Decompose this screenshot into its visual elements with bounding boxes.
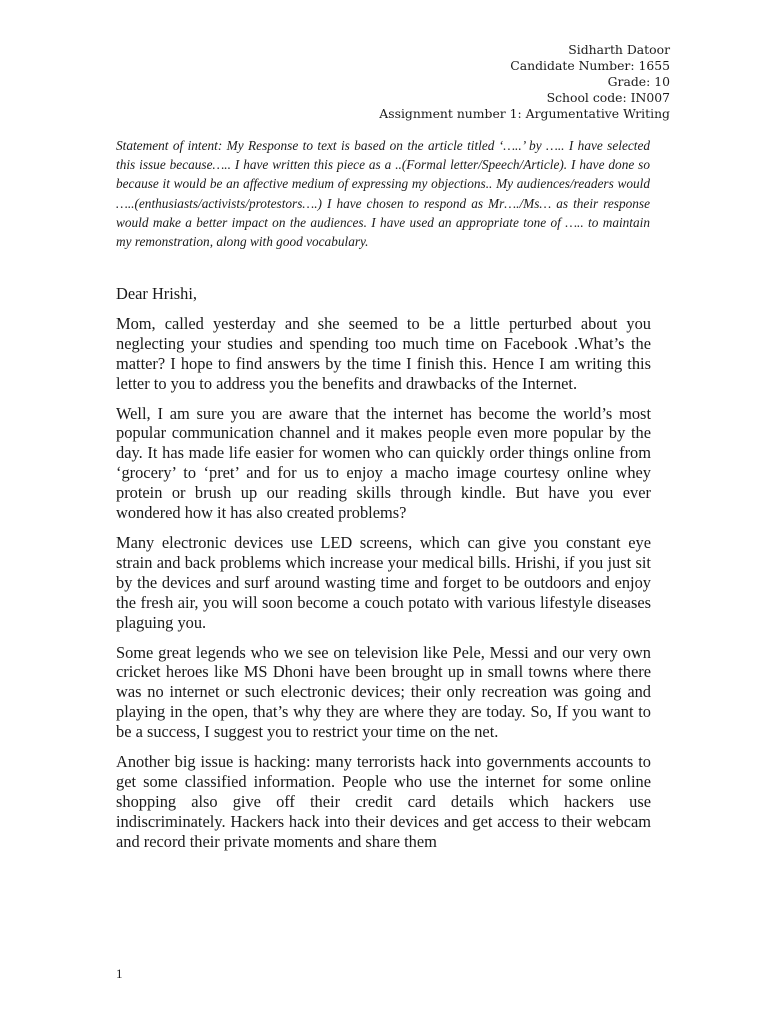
- statement-of-intent: Statement of intent: My Response to text is based on the article titled ‘…..’ by ….. I have selected this issue because….. I have written this piece as a ..(Formal letter/Speech/Article). I have done so because it would be an affective medium of expressing my objections.. My audiences/readers would …..(enthusiasts/activists/protestors….) I have chosen to respond as Mr…./Ms… as their response would make a better impact on the audiences. I have used an appropriate tone of ….. to maintain my remonstration, along with good vocabulary.: [116, 138, 650, 250]
- letter-paragraph: Well, I am sure you are aware that the internet has become the world’s most popular communication channel and it makes people even more popular by the day. It has made life easier for women who can quickly order things online from ‘grocery’ to ‘pret’ and for us to enjoy a macho image courtesy online whey protein or brush up our reading skills through kindle. But have you ever wondered how it has also created problems?: [116, 403, 651, 523]
- letter-paragraph: Mom, called yesterday and she seemed to be a little perturbed about you neglecting your studies and spending too much time on Facebook .What’s the matter? I hope to find answers by the time I finish this. Hence I am writing this letter to you to address you the benefits and drawbacks of the Internet.: [116, 313, 651, 393]
- letter-paragraph: Another big issue is hacking: many terrorists hack into governments accounts to get some classified information. People who use the internet for some online shopping also give off their credit card details which hackers use indiscriminately. Hackers hack into their devices and get access to their webcam and record their private moments and share them: [116, 752, 651, 851]
- grade: Grade: 10: [607, 74, 670, 89]
- candidate-number: Candidate Number: 1655: [510, 58, 670, 73]
- document-header: [379, 42, 670, 122]
- school-code: School code: IN007: [546, 90, 670, 105]
- letter-salutation: Dear Hrishi,: [116, 284, 198, 303]
- letter-paragraph: Some great legends who we see on television like Pele, Messi and our very own cricket heroes like MS Dhoni have been brought up in small towns where there was no internet or such electronic devices; their only recreation was going and playing in the open, that’s why they are where they are today. So, If you want to be a success, I suggest you to restrict your time on the net.: [116, 642, 651, 742]
- page-number: 1: [116, 966, 123, 981]
- letter-paragraph: Many electronic devices use LED screens, which can give you constant eye strain and back problems which increase your medical bills. Hrishi, if you just sit by the devices and surf around wasting time and forget to be outdoors and enjoy the fresh air, you will soon become a couch potato with various lifestyle diseases plaguing you.: [116, 532, 651, 632]
- assignment-title: Assignment number 1: Argumentative Writing: [379, 106, 670, 121]
- letter-body: [116, 284, 651, 862]
- author-name: Sidharth Datoor: [568, 42, 670, 57]
